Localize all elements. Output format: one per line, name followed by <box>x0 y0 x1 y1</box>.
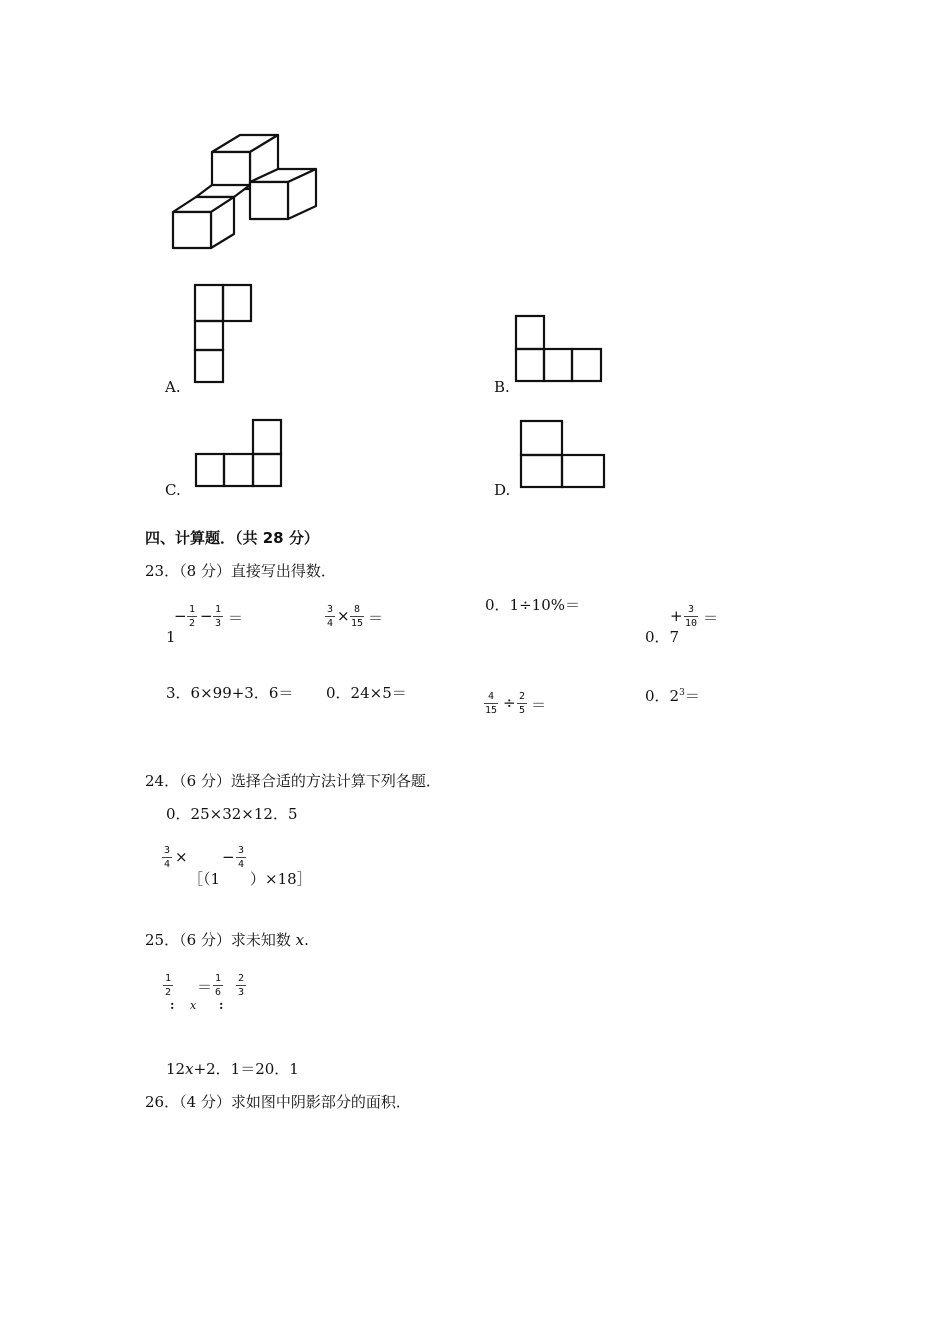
q23-problem-8: 0．$2^3=$ <box>645 687 700 705</box>
equals-sign: ＝ <box>531 696 547 714</box>
times-sign: × <box>337 607 350 625</box>
ratio-colon: : <box>219 998 224 1012</box>
fraction: 8 15 <box>350 604 364 629</box>
fraction: 1 6 <box>214 973 222 998</box>
minus-sign: − <box>174 607 187 625</box>
fraction: 3 4 <box>163 845 171 870</box>
option-d-figure <box>515 415 615 495</box>
q23-p1-lead: 1 <box>166 628 176 646</box>
q23-p4-lead: 0．7 <box>645 628 680 646</box>
minus-sign: − <box>222 848 235 866</box>
minus-sign: − <box>200 607 213 625</box>
fraction: 2 3 <box>237 973 245 998</box>
option-c-figure <box>190 414 290 494</box>
times-sign: × <box>175 848 188 866</box>
cube-stack-figure <box>165 125 325 255</box>
option-a-label[interactable]: A. <box>165 378 181 396</box>
fraction: 1 2 <box>188 604 196 629</box>
equals-sign: ＝ <box>228 609 244 627</box>
q24-header: 24．（6 分）选择合适的方法计算下列各题． <box>145 772 441 790</box>
q23-problem-3: 0．1÷10%＝ <box>485 596 580 614</box>
section-title: 四、计算题．（共 28 分） <box>145 529 319 547</box>
ratio-colon: : <box>170 998 175 1012</box>
q23-problem-6: 0．24×5＝ <box>326 684 407 702</box>
q23-header: 23．（8 分）直接写出得数． <box>145 562 336 580</box>
unknown-x: x <box>190 999 197 1012</box>
option-d-label[interactable]: D. <box>494 481 511 499</box>
q26-header: 26．（4 分）求如图中阴影部分的面积． <box>145 1093 411 1111</box>
q24-expression-2-body: ［（1 ）×18］ <box>188 870 312 888</box>
q25-equation-2: 12x+2．1＝20．1 <box>166 1060 299 1078</box>
option-b-figure <box>510 310 610 390</box>
option-b-label[interactable]: B. <box>494 378 510 396</box>
fraction: 4 15 <box>484 691 498 716</box>
q23-problem-5: 3．6×99+3．6＝ <box>166 684 294 702</box>
fraction: 1 3 <box>214 604 222 629</box>
equals-sign: ＝ <box>197 978 213 996</box>
fraction: 3 4 <box>237 845 245 870</box>
q25-header: 25．（6 分）求未知数 x. <box>145 931 309 949</box>
fraction: 3 4 <box>326 604 334 629</box>
divide-sign: ÷ <box>503 694 516 712</box>
equals-sign: ＝ <box>703 609 719 627</box>
plus-sign: + <box>670 607 683 625</box>
option-a-figure <box>190 280 260 390</box>
fraction: 3 10 <box>684 604 698 629</box>
option-c-label[interactable]: C. <box>165 481 181 499</box>
equals-sign: ＝ <box>368 609 384 627</box>
fraction: 2 5 <box>518 691 526 716</box>
q24-expression-1: 0．25×32×12．5 <box>166 805 298 823</box>
fraction: 1 2 <box>164 973 172 998</box>
